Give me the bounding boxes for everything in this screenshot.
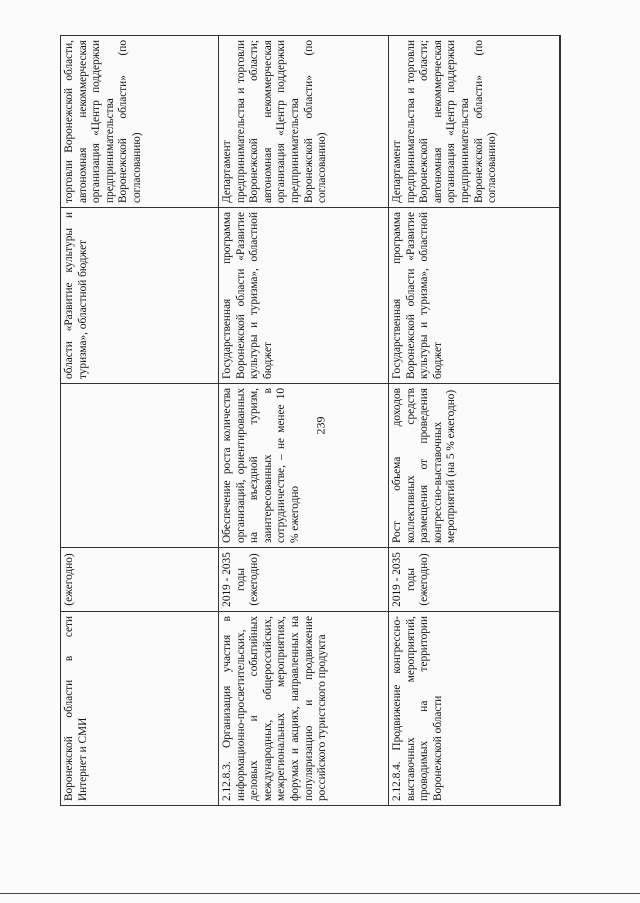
executors-cell: Департамент предпринимательства и торговли Воронежской области; автономная некоммерческая организация «Центр поддержки предпринимательства Воронежской области» (по согласованию) bbox=[219, 36, 389, 208]
table-row bbox=[389, 36, 561, 806]
executors-cell: Департамент предпринимательства и торговли Воронежской области; автономная некоммерческая организация «Центр поддержки предпринимательства Воронежской области» (по согласованию) bbox=[389, 36, 561, 208]
activity-cell: Воронежской области в сети Интернет и СМИ bbox=[61, 612, 219, 806]
table-row bbox=[61, 36, 219, 806]
source-cell: Государственная программа Воронежской области «Развитие культуры и туризма», областной бюджет bbox=[219, 208, 389, 384]
period-cell: 2019 - 2035 годы (ежегодно) bbox=[219, 548, 389, 612]
activity-cell: 2.12.8.3. Организация участия в информационно-просветительских, деловых и событийных международных, общероссийских, межрегиональных мероприятиях, форумах и акциях, направленных на популяризацию и продвижение российского туристского продукта bbox=[219, 612, 389, 806]
result-cell: Обеспечение роста количества организаций, ориентированных на въездной туризм, заинтересованных в сотрудничестве, – не менее 10 % ежегодно bbox=[219, 384, 389, 548]
page-number: 239 bbox=[313, 416, 328, 434]
result-cell bbox=[61, 384, 219, 548]
period-cell: 2019 - 2035 годы (ежегодно) bbox=[389, 548, 561, 612]
period-cell: (ежегодно) bbox=[61, 548, 219, 612]
activity-cell: 2.12.8.4. Продвижение конгрессно-выставочных мероприятий, проводимых на территории Воронежской области bbox=[389, 612, 561, 806]
source-cell: области «Развитие культуры и туризма», областной бюджет bbox=[61, 208, 219, 384]
page-bottom-rule bbox=[0, 893, 640, 894]
executors-cell: торговли Воронежской области, автономная некоммерческая организация «Центр поддержки предпринимательства Воронежской области» (по согласованию) bbox=[61, 36, 219, 208]
measures-table bbox=[60, 36, 560, 806]
source-cell: Государственная программа Воронежской области «Развитие культуры и туризма», областной бюджет bbox=[389, 208, 561, 384]
table-row bbox=[219, 36, 389, 806]
rotated-table-frame bbox=[60, 36, 560, 806]
activity-table bbox=[60, 35, 561, 806]
result-cell: Рост объема доходов коллективных средств размещения от проведения конгрессно-выставочных мероприятий (на 5 % ежегодно) bbox=[389, 384, 561, 548]
